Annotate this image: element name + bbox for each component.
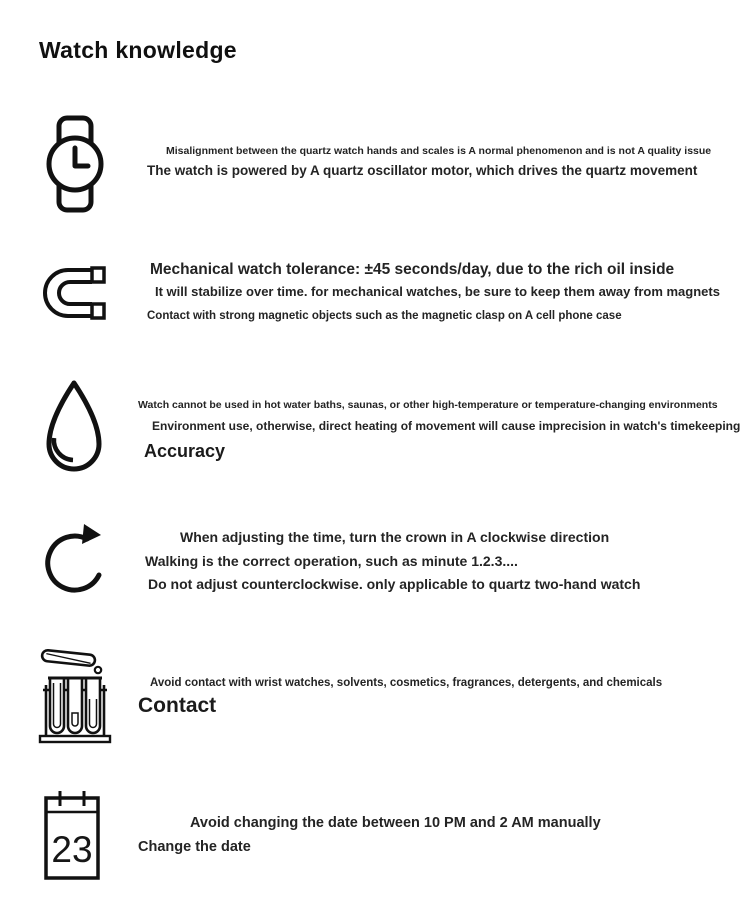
note-line: Avoid contact with wrist watches, solvents, cosmetics, fragrances, detergents, and chemicals [150, 677, 663, 689]
note-line: Contact with strong magnetic objects such as the magnetic clasp on A cell phone case [147, 310, 622, 322]
magnet-icon [42, 265, 108, 323]
note-line: Do not adjust counterclockwise. only applicable to quartz two-hand watch [148, 576, 641, 592]
note-line: Avoid changing the date between 10 PM and 2 AM manually [190, 815, 601, 831]
calendar-icon [41, 789, 103, 881]
clockwise-rotation-icon [42, 523, 104, 605]
test-tubes-icon [37, 647, 113, 747]
note-line: Watch cannot be used in hot water baths, saunas, or other high-temperature or temperature-changing environments [138, 399, 718, 411]
note-line: When adjusting the time, turn the crown in A clockwise direction [180, 529, 610, 545]
page-title: Watch knowledge [39, 37, 237, 63]
section-heading: Contact [138, 694, 217, 717]
water-drop-icon [40, 378, 108, 480]
note-line: Misalignment between the quartz watch hands and scales is A normal phenomenon and is not A quality issue [166, 145, 712, 157]
calendar-day-label: 23 [51, 829, 93, 870]
note-line: Environment use, otherwise, direct heating of movement will cause imprecision in watch's timekeeping [152, 419, 741, 433]
note-line: Walking is the correct operation, such as minute 1.2.3.... [145, 553, 518, 569]
section-heading: Accuracy [144, 441, 226, 461]
note-line: Mechanical watch tolerance: ±45 seconds/day, due to the rich oil inside [150, 261, 675, 278]
note-line: The watch is powered by A quartz oscillator motor, which drives the quartz movement [147, 163, 698, 178]
note-line: It will stabilize over time. for mechanical watches, be sure to keep them away from magnets [155, 284, 720, 299]
wristwatch-icon [46, 115, 104, 213]
section-heading: Change the date [138, 839, 251, 855]
